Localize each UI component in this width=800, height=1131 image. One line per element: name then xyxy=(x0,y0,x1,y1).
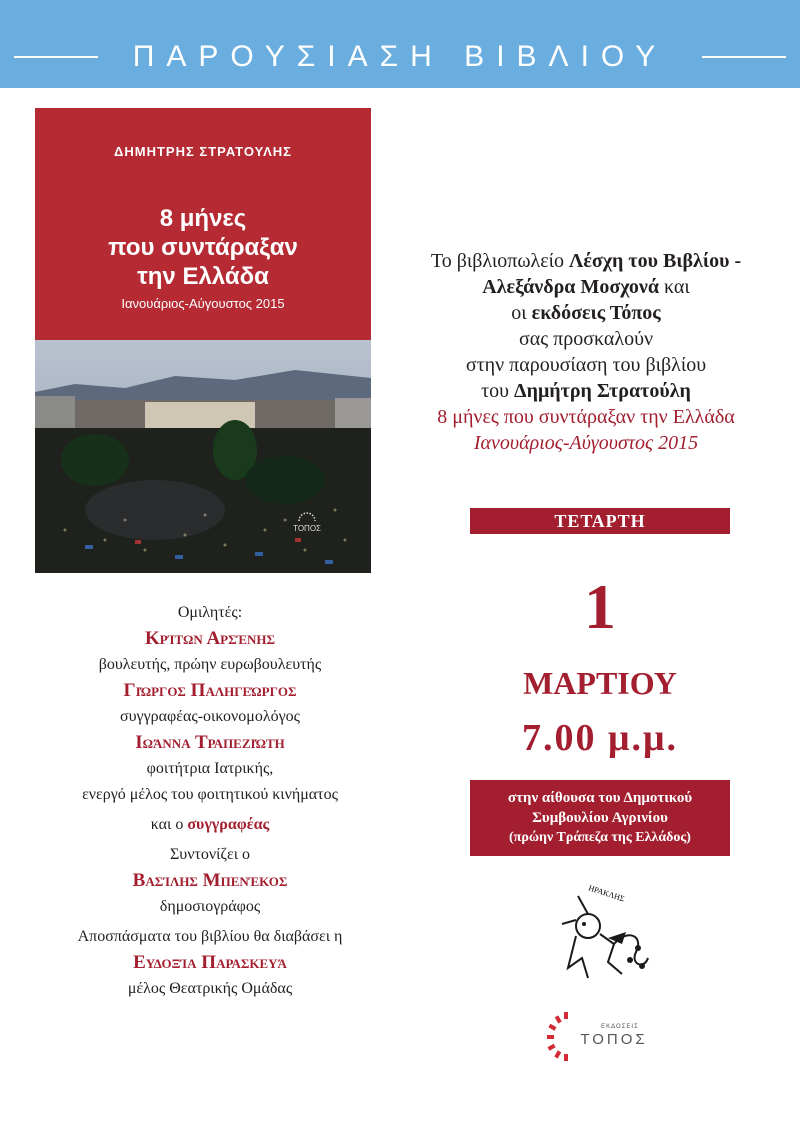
topos-small-label: ΕΚΔΟΣΕΙΣ xyxy=(601,1024,639,1030)
invite-line6-pre: του xyxy=(481,380,515,402)
publisher-name: εκδόσεις Τόπος xyxy=(531,302,661,324)
book-title: 8 μήνες που συντάραξαν την Ελλάδα xyxy=(437,406,735,428)
bookstore-owner: Αλεξάνδρα Μοσχονά xyxy=(482,276,659,298)
speaker-1-name: Κρίτων Αρσένης xyxy=(145,628,275,649)
bookstore-name: Λέσχη του Βιβλίου - xyxy=(569,250,742,272)
moderator-name: Βασίλης Μπενέκος xyxy=(132,870,288,891)
moderator-role: δημοσιογράφος xyxy=(159,898,261,915)
book-subtitle: Ιανουάριος-Αύγουστος 2015 xyxy=(473,432,699,454)
cover-subtitle: Ιανουάριος-Αύγουστος 2015 xyxy=(121,296,285,311)
speaker-3-role-line2: ενεργό μέλος του φοιτητικού κινήματος xyxy=(82,786,338,803)
reader-name: Ευδοξία Παρασκευά xyxy=(133,952,287,973)
header-right-rule xyxy=(702,56,786,58)
invite-line4: σας προσκαλούν xyxy=(518,328,654,350)
speakers-list xyxy=(40,600,380,1002)
speaker-3-role-line1: φοιτήτρια Ιατρικής, xyxy=(146,760,274,777)
invitation-text xyxy=(372,248,800,456)
event-month: ΜΑΡΤΙΟΥ xyxy=(523,665,677,701)
cover-publisher-name: ΤΟΠΟΣ xyxy=(293,524,321,533)
cover-title-line3: την Ελλάδα xyxy=(137,263,269,290)
cover-publisher-mark xyxy=(293,510,321,533)
invite-line1-pre: Το βιβλιοπωλείο xyxy=(430,250,570,272)
cover-title-line1: 8 μήνες xyxy=(159,205,247,232)
venue-line2: Συμβουλίου Αγρινίου xyxy=(532,810,668,826)
speaker-2-name: Γιώργος Παληγεώργος xyxy=(123,680,297,701)
emblem-label: ΗΡΑΚΛΗΣ xyxy=(587,883,626,904)
event-day-badge: ΤΕΤΑΡΤΗ xyxy=(470,508,730,534)
cover-title-line2: που συντάραξαν xyxy=(108,234,298,261)
topos-name: ΤΟΠΟΣ xyxy=(580,1031,648,1048)
cover-author: ΔΗΜΗΤΡΗΣ ΣΤΡΑΤΟΥΛΗΣ xyxy=(114,144,292,159)
event-venue-box xyxy=(470,780,730,856)
cover-title xyxy=(35,204,371,291)
header-banner xyxy=(0,0,800,88)
speaker-1-role: βουλευτής, πρώην ευρωβουλευτής xyxy=(98,656,322,673)
invite-line3-pre: οι xyxy=(511,302,532,324)
author-name: Δημήτρη Στρατούλη xyxy=(514,380,691,402)
speakers-label: Ομιλητές: xyxy=(177,604,243,621)
venue-line3: (πρώην Τράπεζα της Ελλάδος) xyxy=(509,830,691,845)
author-pre: και ο xyxy=(150,816,188,833)
event-time: 7.00 μ.μ. xyxy=(521,717,679,759)
author-label: συγγραφέας xyxy=(187,816,270,833)
venue-line1: στην αίθουσα του Δημοτικού xyxy=(507,790,693,806)
cover-photo-crowd xyxy=(35,340,371,573)
reader-role: μέλος Θεατρικής Ομάδας xyxy=(127,980,293,997)
speaker-3-name: Ιωάννα Τραπεζιώτη xyxy=(135,732,285,753)
event-date: 1 xyxy=(584,571,616,642)
heracles-emblem-icon xyxy=(548,878,658,988)
book-cover xyxy=(35,108,371,573)
invite-line2-post: και xyxy=(658,276,690,298)
speaker-2-role: συγγραφέας-οικονομολόγος xyxy=(119,708,301,725)
topos-publisher-logo-icon xyxy=(542,1006,662,1066)
reader-label: Αποσπάσματα του βιβλίου θα διαβάσει η xyxy=(77,928,343,945)
cover-publisher-icon xyxy=(298,510,316,522)
invite-line5: στην παρουσίαση του βιβλίου xyxy=(465,354,707,376)
header-title: ΠΑΡΟΥΣΙΑΣΗ ΒΙΒΛΙΟΥ xyxy=(132,40,668,73)
moderator-label: Συντονίζει ο xyxy=(169,846,251,863)
